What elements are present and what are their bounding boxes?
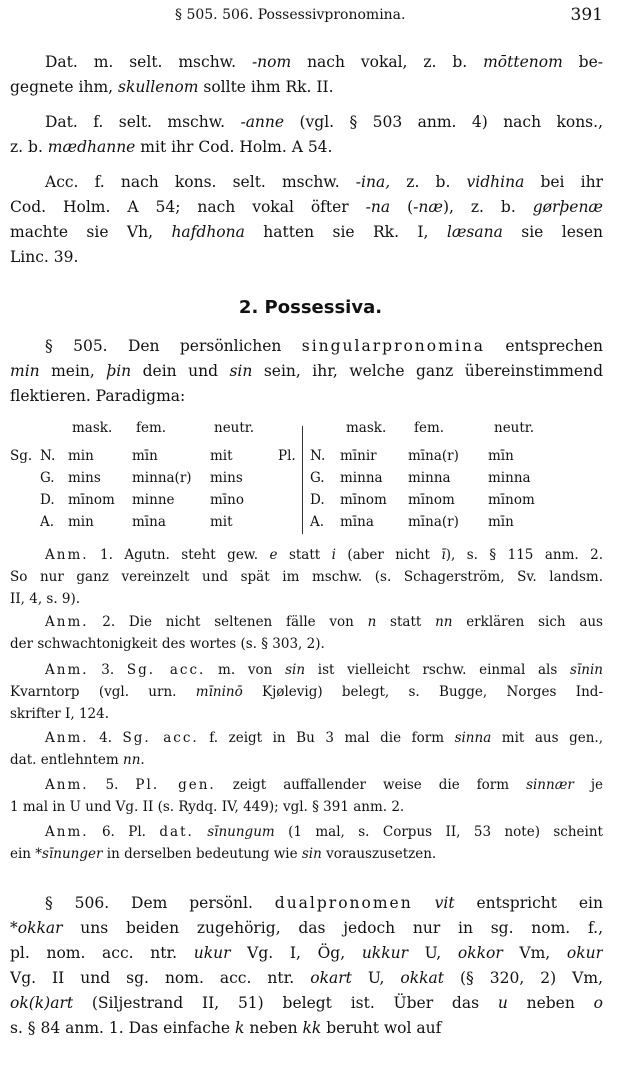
italic-text: sin (301, 846, 322, 862)
text: 6. Pl. (88, 824, 160, 840)
paragraph-acc-f (10, 170, 603, 270)
table-cell: mins (210, 470, 243, 486)
case-label: N. (40, 448, 56, 464)
text-line (10, 220, 603, 245)
text: 4. (88, 730, 123, 746)
italic-text: ukur (193, 944, 231, 962)
italic-text: o (593, 994, 603, 1012)
paradigm-table (10, 420, 603, 535)
text-line (10, 566, 603, 588)
table-cell: mīna(r) (408, 514, 459, 530)
text: Linc. 39. (10, 248, 79, 266)
italic-text: sinnær (526, 777, 574, 793)
italic-text: sīnunger (42, 846, 103, 862)
text-line (10, 170, 603, 195)
text-line (10, 681, 603, 703)
text-line (10, 1016, 603, 1041)
paragraph-505 (10, 334, 603, 409)
text-line (10, 384, 603, 409)
text: sie lesen (502, 223, 603, 241)
table-cell: mit (210, 514, 233, 530)
text: entspricht ein (454, 894, 603, 912)
text: in derselben bedeutung wie (102, 846, 302, 862)
text: beruht wol auf (321, 1019, 442, 1037)
spaced-text: Anm. (45, 662, 89, 678)
page-number: 391 (570, 5, 603, 25)
paragraph-506 (10, 891, 603, 1041)
text: mit aus gen., (491, 730, 603, 746)
italic-text: sinna (454, 730, 492, 746)
text-line (10, 544, 603, 566)
case-label: G. (310, 470, 325, 486)
table-cell: mīna(r) (408, 448, 459, 464)
text: 2. Die nicht seltenen fälle von (88, 614, 368, 630)
italic-text: ukkur (361, 944, 408, 962)
spaced-text: Anm. (45, 824, 89, 840)
table-cell: min (68, 514, 94, 530)
italic-text: i (331, 547, 336, 563)
text: pl. nom. acc. ntr. (10, 944, 194, 962)
text: Vg. I, Ög, (230, 944, 362, 962)
text: ein * (10, 846, 43, 862)
column-header: mask. (346, 420, 387, 436)
text-line (10, 334, 603, 359)
case-label: D. (40, 492, 55, 508)
text: s. § 84 anm. 1. Das einfache (10, 1019, 236, 1037)
text: statt (277, 547, 332, 563)
text: 3. (88, 662, 127, 678)
text: gegnete ihm, (10, 78, 118, 96)
case-label: D. (310, 492, 325, 508)
table-cell: mīn (488, 448, 514, 464)
table-cell: mīna (340, 514, 374, 530)
text-line (10, 588, 603, 610)
text: (§ 320, 2) Vm, (444, 969, 603, 987)
italic-text: min (10, 362, 40, 380)
text: ), z. b. (442, 198, 533, 216)
italic-text: sīnungum (207, 824, 275, 840)
italic-text: n (367, 614, 377, 630)
number-label: Sg. (10, 448, 33, 464)
text: Dat. m. selt. mschw. (45, 53, 252, 71)
text: skrifter I, 124. (10, 706, 110, 722)
italic-text: k (235, 1019, 245, 1037)
text: (Siljestrand II, 51) belegt ist. Über das (73, 994, 498, 1012)
note-6 (10, 821, 603, 865)
text-line (10, 659, 603, 681)
table-cell: mīnom (68, 492, 115, 508)
column-header: fem. (136, 420, 167, 436)
italic-text: hafdhona (171, 223, 245, 241)
italic-text: nn (123, 752, 141, 768)
text: uns beiden zugehörig, das jedoch nur in sg. nom. f., (62, 919, 603, 937)
text: II, 4, s. 9). (10, 591, 81, 607)
text-line (10, 633, 603, 655)
italic-text: -ina, (355, 173, 391, 191)
text-line (10, 359, 603, 384)
italic-text: sin (285, 662, 306, 678)
table-cell: minna (340, 470, 383, 486)
italic-text: okur (566, 944, 603, 962)
table-cell: mīnom (408, 492, 455, 508)
column-header: neutr. (494, 420, 535, 436)
case-label: N. (310, 448, 326, 464)
text-line (10, 843, 603, 865)
text: je (573, 777, 603, 793)
text: Kjølevig) belegt, s. Bugge, Norges Ind- (242, 684, 603, 700)
table-cell: mins (68, 470, 101, 486)
column-header: mask. (72, 420, 113, 436)
text: m. von (205, 662, 286, 678)
text-line (10, 941, 603, 966)
running-title: § 505. 506. Possessivpronomina. (175, 7, 406, 23)
italic-text: e (269, 547, 278, 563)
italic-text: okart (310, 969, 352, 987)
spaced-text: Sg. acc. (122, 730, 199, 746)
paragraph-dat-m (10, 50, 603, 100)
note-3 (10, 659, 603, 725)
text: z. b. (390, 173, 467, 191)
column-header: neutr. (214, 420, 255, 436)
text: bei ihr (524, 173, 603, 191)
italic-text: -anne (240, 113, 285, 131)
case-label: A. (40, 514, 55, 530)
table-cell: minna(r) (132, 470, 192, 486)
text: sein, ihr, welche ganz übereinstimmend (252, 362, 603, 380)
text: neben (244, 1019, 303, 1037)
italic-text: sīnin (570, 662, 603, 678)
table-cell: minna (488, 470, 531, 486)
text: mein, (39, 362, 107, 380)
italic-text: ī (441, 547, 446, 563)
text: 5. (88, 777, 136, 793)
italic-text: vidhina (466, 173, 525, 191)
spaced-text: Pl. gen. (135, 777, 216, 793)
italic-text: -na (365, 198, 391, 216)
text: hatten sie Rk. I, (244, 223, 447, 241)
table-cell: minne (132, 492, 175, 508)
text: mit ihr Cod. Holm. A 54. (135, 138, 333, 156)
text (194, 824, 207, 840)
italic-text: mīninō (195, 684, 243, 700)
text-line (10, 135, 603, 160)
text: sollte ihm Rk. II. (198, 78, 334, 96)
spaced-text: dat. (159, 824, 194, 840)
table-cell: min (68, 448, 94, 464)
text-line (10, 991, 603, 1016)
text: So nur ganz vereinzelt und spät im mschw. (s. Schagerström, Sv. landsm. (10, 569, 603, 585)
text-line (10, 110, 603, 135)
text: entsprechen (485, 337, 603, 355)
case-label: G. (40, 470, 55, 486)
text: (1 mal, s. Corpus II, 53 note) scheint (274, 824, 603, 840)
text: (vgl. § 503 anm. 4) nach kons., (284, 113, 603, 131)
text: Dat. f. selt. mschw. (45, 113, 241, 131)
italic-text: læsana (446, 223, 503, 241)
italic-text: vit (434, 894, 455, 912)
text: § 505. Den persönlichen (45, 337, 302, 355)
text: 1. Agutn. steht gew. (88, 547, 270, 563)
text-line (10, 195, 603, 220)
text: f. zeigt in Bu 3 mal die form (198, 730, 455, 746)
text: dat. entlehntem (10, 752, 124, 768)
note-5 (10, 774, 603, 818)
italic-text: nn (435, 614, 453, 630)
text-line (10, 796, 603, 818)
table-cell: mīno (210, 492, 244, 508)
note-4 (10, 727, 603, 771)
text: vorauszusetzen. (321, 846, 437, 862)
paragraph-dat-f (10, 110, 603, 160)
text: ), s. § 115 anm. 2. (445, 547, 603, 563)
text-line (10, 821, 603, 843)
spaced-text: Anm. (45, 730, 89, 746)
text-line (10, 727, 603, 749)
text: machte sie Vh, (10, 223, 172, 241)
text: § 506. Dem persönl. (45, 894, 275, 912)
table-cell: mīn (488, 514, 514, 530)
note-1 (10, 544, 603, 610)
text: U, (351, 969, 401, 987)
text: der schwachtonigkeit des wortes (s. § 303, 2). (10, 636, 325, 652)
text: neben (507, 994, 594, 1012)
italic-text: skullenom (118, 78, 199, 96)
running-header (0, 5, 603, 27)
spaced-text: Anm. (45, 777, 89, 793)
text-line (10, 611, 603, 633)
text: (aber nicht (335, 547, 442, 563)
text-line (10, 703, 603, 725)
text: Vm, (502, 944, 567, 962)
italic-text: -næ (413, 198, 443, 216)
column-header: fem. (414, 420, 445, 436)
text: . (140, 752, 145, 768)
text: zeigt auffallender weise die form (215, 777, 527, 793)
spaced-text: singularpronomina (301, 337, 485, 355)
text: Vg. II und sg. nom. acc. ntr. (10, 969, 311, 987)
italic-text: ok(k)art (10, 994, 74, 1012)
text: ist vielleicht rschw. einmal als (305, 662, 571, 678)
text-line (10, 774, 603, 796)
spaced-text: Anm. (45, 614, 89, 630)
text-line (10, 50, 603, 75)
text: * (10, 919, 18, 937)
text: Cod. Holm. A 54; nach vokal öfter (10, 198, 366, 216)
italic-text: mōttenom (483, 53, 563, 71)
table-cell: mīnom (340, 492, 387, 508)
table-cell: mīn (132, 448, 158, 464)
table-cell: mīnir (340, 448, 377, 464)
italic-text: þin (106, 362, 132, 380)
note-2 (10, 611, 603, 655)
text: be- (562, 53, 603, 71)
italic-text: kk (302, 1019, 322, 1037)
case-label: A. (310, 514, 325, 530)
text-line (10, 891, 603, 916)
italic-text: gørþenæ (532, 198, 603, 216)
text: statt (376, 614, 436, 630)
text-line (10, 916, 603, 941)
italic-text: okkor (457, 944, 503, 962)
section-heading: 2. Possessiva. (238, 297, 383, 318)
text-line (10, 245, 603, 270)
text: Kvarntorp (vgl. urn. (10, 684, 196, 700)
text: flektieren. Paradigma: (10, 387, 186, 405)
text: U, (407, 944, 458, 962)
text: 1 mal in U und Vg. II (s. Rydq. IV, 449); vgl. § 391 anm. 2. (10, 799, 405, 815)
text-line (10, 966, 603, 991)
text: dein und (131, 362, 230, 380)
text-line (10, 75, 603, 100)
italic-text: okkar (17, 919, 63, 937)
spaced-text: Sg. acc. (126, 662, 206, 678)
table-cell: minna (408, 470, 451, 486)
table-cell: mīnom (488, 492, 535, 508)
text (413, 894, 435, 912)
italic-text: -nom (251, 53, 292, 71)
text-line (10, 749, 603, 771)
text: Acc. f. nach kons. selt. mschw. (45, 173, 356, 191)
text: ( (390, 198, 414, 216)
italic-text: mædhanne (47, 138, 136, 156)
text: erklären sich aus (452, 614, 603, 630)
spaced-text: dualpronomen (274, 894, 413, 912)
text: nach vokal, z. b. (291, 53, 484, 71)
table-cell: mīna (132, 514, 166, 530)
italic-text: okkat (400, 969, 444, 987)
table-cell: mit (210, 448, 233, 464)
table-divider (302, 426, 303, 534)
spaced-text: Anm. (45, 547, 89, 563)
text: z. b. (10, 138, 48, 156)
italic-text: sin (229, 362, 253, 380)
number-label: Pl. (278, 448, 296, 464)
italic-text: u (497, 994, 508, 1012)
